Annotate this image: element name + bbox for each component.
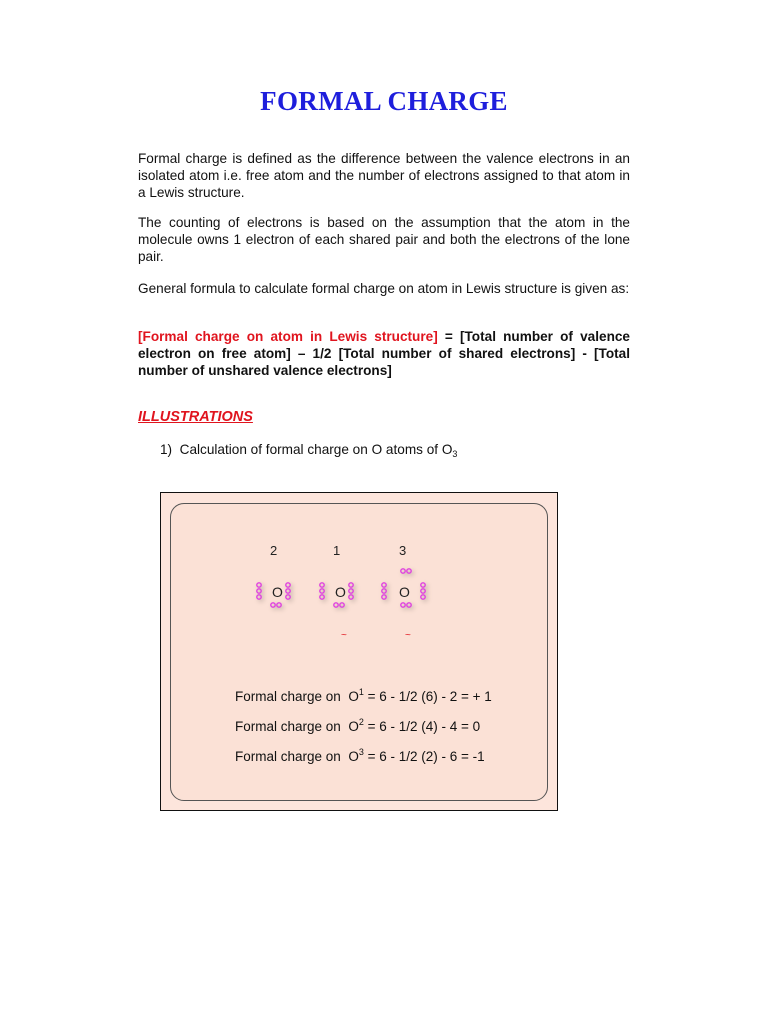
fc-label: Formal charge on (235, 749, 341, 764)
oxygen-atom-2: O (272, 584, 283, 600)
list-item-1 (160, 442, 457, 459)
fc-expression: = 6 - 1/2 (2) - 6 = -1 (367, 749, 485, 764)
figure-panel (170, 503, 548, 801)
atom-number-1: 1 (333, 543, 341, 558)
oxygen-atom-1: O (335, 584, 346, 600)
list-item-number: 1) (160, 442, 173, 457)
tilde-mark-2: ~ (405, 630, 411, 641)
fc-index: 2 (358, 717, 364, 727)
fc-label: Formal charge on (235, 719, 341, 734)
fc-expression: = 6 - 1/2 (4) - 4 = 0 (367, 719, 481, 734)
atom-number-2: 2 (270, 543, 278, 558)
formal-charge-formula (138, 328, 630, 379)
fc-atom: O (348, 689, 359, 704)
atom-number-3: 3 (399, 543, 407, 558)
illustrations-heading: ILLUSTRATIONS (138, 409, 253, 425)
fc-index: 3 (358, 747, 364, 757)
list-item-subscript: 3 (452, 449, 458, 459)
formal-charge-line-1 (235, 687, 492, 704)
formula-rhs: = [Total number of valence electron on free atom] – 1/2 [Total number of shared electrons] - [Total number of unshared valence electrons] (138, 329, 630, 378)
fc-atom: O (348, 719, 359, 734)
tilde-mark-1: ~ (341, 630, 347, 641)
fc-index: 1 (358, 687, 364, 697)
electron-dots-atom-3 (376, 564, 436, 614)
electron-dots-atom-1 (314, 580, 374, 614)
fc-atom: O (348, 749, 359, 764)
oxygen-atom-3: O (399, 584, 410, 600)
general-formula-intro: General formula to calculate formal charge on atom in Lewis structure is given as: (138, 281, 630, 296)
fc-label: Formal charge on (235, 689, 341, 704)
ozone-formal-charge-figure (160, 492, 558, 811)
page-title: FORMAL CHARGE (260, 86, 508, 116)
formula-lhs: [Formal charge on atom in Lewis structure] (138, 329, 438, 344)
list-item-text: Calculation of formal charge on O atoms of O (179, 442, 453, 457)
fc-expression: = 6 - 1/2 (6) - 2 = + 1 (367, 689, 492, 704)
electron-dots-atom-2 (251, 580, 311, 614)
formal-charge-line-2 (235, 717, 480, 734)
definition-paragraph: Formal charge is defined as the difference between the valence electrons in an isolated atom i.e. free atom and the number of electrons assigned to that atom in a Lewis structure. (138, 151, 630, 200)
assumption-paragraph: The counting of electrons is based on the assumption that the atom in the molecule owns 1 electron of each shared pair and both the electrons of the lone pair. (138, 215, 630, 264)
formal-charge-line-3 (235, 747, 485, 764)
